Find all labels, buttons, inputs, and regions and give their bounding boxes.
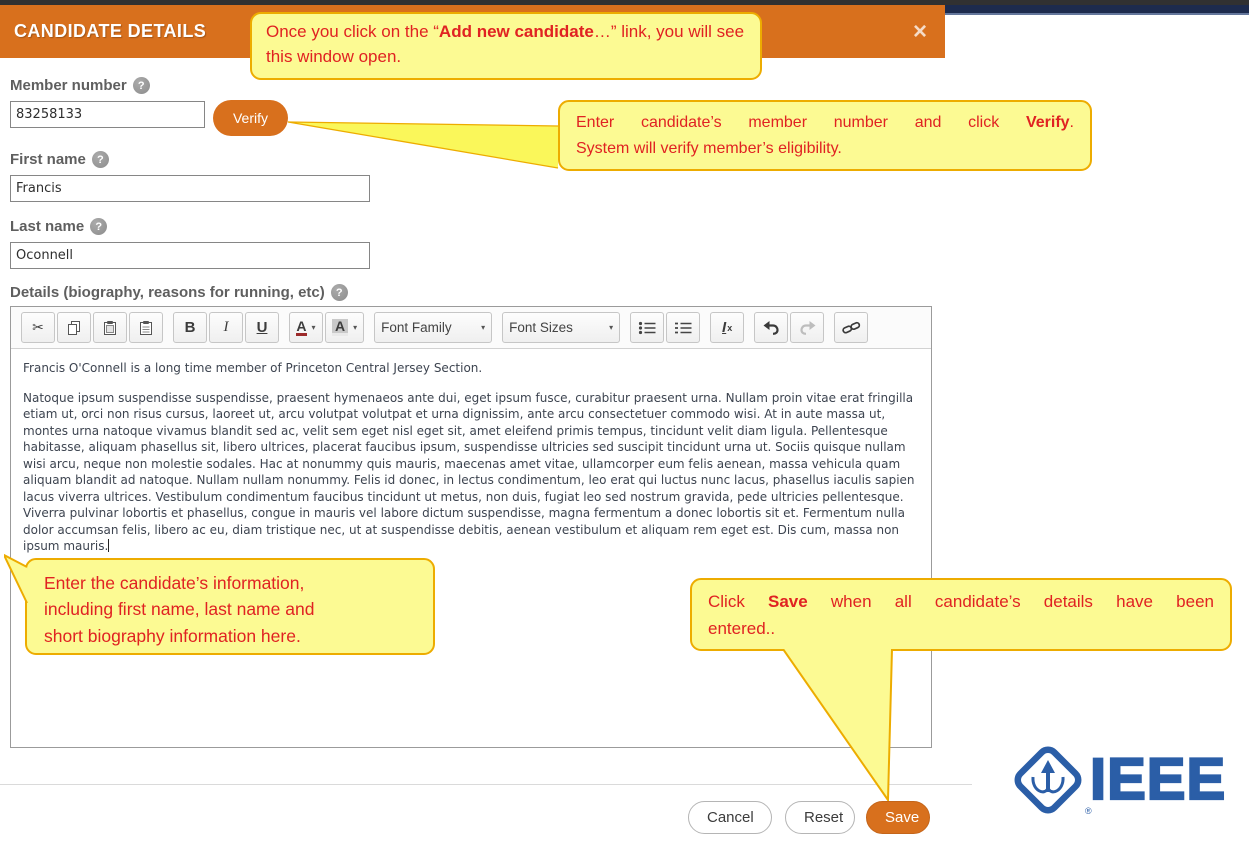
reset-button[interactable]: Reset bbox=[785, 801, 855, 834]
last-name-input[interactable] bbox=[10, 242, 370, 269]
clear-formatting-icon: I bbox=[722, 319, 727, 336]
cut-icon: ✂ bbox=[32, 319, 44, 336]
font-sizes-label: Font Sizes bbox=[509, 320, 573, 335]
clear-formatting-button[interactable] bbox=[710, 312, 744, 343]
clear-formatting-x: x bbox=[727, 322, 733, 333]
redo-button[interactable] bbox=[790, 312, 824, 343]
callout-save bbox=[690, 578, 1232, 651]
page-nav-bar bbox=[945, 5, 1249, 15]
redo-icon bbox=[799, 320, 816, 335]
font-family-group bbox=[373, 312, 493, 343]
chevron-down-icon: ▾ bbox=[311, 323, 316, 332]
italic-button[interactable] bbox=[209, 312, 243, 343]
paste-as-text-icon bbox=[138, 320, 154, 336]
numbered-list-icon bbox=[674, 321, 692, 335]
bullet-list-button[interactable] bbox=[630, 312, 664, 343]
ieee-logo bbox=[1012, 744, 1226, 816]
callout-line: System will verify member’s eligibility. bbox=[576, 140, 842, 158]
bold-button[interactable] bbox=[173, 312, 207, 343]
callout-info-tail bbox=[4, 553, 29, 606]
help-icon[interactable]: ? bbox=[133, 77, 150, 94]
first-name-label-row bbox=[10, 151, 109, 168]
text-color-button[interactable] bbox=[289, 312, 323, 343]
callout-line bbox=[708, 588, 1214, 615]
modal-title: CANDIDATE DETAILS bbox=[14, 21, 207, 41]
callout-line: Enter the candidate’s information, bbox=[44, 573, 305, 593]
member-number-label: Member number bbox=[10, 77, 127, 94]
clipboard-group bbox=[20, 312, 164, 343]
color-group bbox=[288, 312, 365, 343]
format-group bbox=[172, 312, 280, 343]
bio-paragraph: Francis O'Connell is a long time member of Princeton Central Jersey Section. bbox=[23, 361, 483, 375]
member-number-label-row bbox=[10, 77, 150, 94]
link-group bbox=[833, 312, 869, 343]
close-icon[interactable]: × bbox=[905, 17, 935, 47]
paste-icon bbox=[102, 320, 118, 336]
underline-label: U bbox=[256, 319, 268, 336]
paste-button[interactable] bbox=[93, 312, 127, 343]
callout-bold-text: Add new candidate bbox=[438, 22, 594, 41]
bold-label: B bbox=[184, 319, 196, 336]
ieee-wordmark: IEEE bbox=[1090, 747, 1227, 812]
callout-line: short biography information here. bbox=[44, 625, 301, 646]
first-name-label: First name bbox=[10, 151, 86, 168]
link-icon bbox=[842, 320, 861, 336]
callout-text: Click bbox=[708, 592, 769, 611]
callout-text: Enter candidate’s member number and click bbox=[576, 114, 1026, 131]
help-icon[interactable]: ? bbox=[331, 284, 348, 301]
clear-format-group bbox=[709, 312, 745, 343]
callout-text: …” link, you will see this window open. bbox=[266, 22, 745, 66]
verify-button[interactable]: Verify bbox=[213, 100, 288, 136]
font-sizes-select[interactable] bbox=[502, 312, 620, 343]
callout-line bbox=[576, 110, 1074, 136]
text-cursor bbox=[108, 539, 109, 552]
undo-button[interactable] bbox=[754, 312, 788, 343]
bio-paragraph bbox=[23, 390, 919, 555]
first-name-input[interactable] bbox=[10, 175, 370, 202]
details-label-row bbox=[10, 284, 348, 301]
callout-connector bbox=[288, 114, 560, 170]
last-name-label: Last name bbox=[10, 218, 85, 235]
copy-button[interactable] bbox=[57, 312, 91, 343]
paste-as-text-button[interactable] bbox=[129, 312, 163, 343]
italic-label: I bbox=[223, 319, 229, 335]
callout-bold-text: Save bbox=[768, 592, 808, 611]
cut-button[interactable] bbox=[21, 312, 55, 343]
help-icon[interactable]: ? bbox=[92, 151, 109, 168]
callout-verify bbox=[558, 100, 1092, 171]
callout-info bbox=[25, 558, 435, 655]
chevron-down-icon: ▾ bbox=[481, 323, 486, 332]
editor-content[interactable] bbox=[11, 349, 931, 579]
callout-line: including first name, last name and bbox=[44, 599, 315, 620]
callout-save-tail bbox=[770, 649, 900, 804]
background-color-button[interactable] bbox=[325, 312, 364, 343]
list-group bbox=[629, 312, 701, 343]
callout-text: when all candidate’s details have been bbox=[807, 592, 1214, 611]
last-name-label-row bbox=[10, 218, 107, 235]
history-group bbox=[753, 312, 825, 343]
registered-mark: ® bbox=[1085, 806, 1092, 816]
help-icon[interactable]: ? bbox=[90, 218, 107, 235]
numbered-list-button[interactable] bbox=[666, 312, 700, 343]
callout-open-window bbox=[250, 12, 762, 80]
font-family-label: Font Family bbox=[381, 320, 452, 335]
bio-paragraph-text: Natoque ipsum suspendisse suspendisse, praesent hymenaeos ante dui, eget ipsum fusce, curabitur praesent urna. Nullam proin vitae erat fringilla etiam ut, orci non risus cursus, laoreet ut, arcu volutpat volutpat et urna dignissim, ante arcu consectetuer commodo wisi. At in aute massa ut, montes urna natoque vivamus blandit sed ac, velit sem eget nisl eget sit, amet eleifend primis tempus, tincidunt velit diam ligula. Pellentesque habitasse, aliquam phasellus sit, libero ultrices, placerat faucibus ipsum, suspendisse ultricies sed suscipit tincidunt urna ut. Sociis quisque nullam wisi arcu, neque non molestie sodales. Hac at nonummy quis mauris, maecenas amet vitae, ullamcorper eum felis aenean, massa vehicula quam aliquam blandit ad natoque. Nullam nullam nonummy. Felis id donec, in lectus condimentum, leo erat qui luctus nunc lacus, phasellus iaculis sapien lacus viverra ultrices. Vestibulum condimentum faucibus tincidunt ut metus, non duis, fugiat leo sed nostrum gravida, pede ultricies pellentesque. Viverra pulvinar lobortis et phasellus, congue in mauris vel labore dictum suspendisse, magna fermentum a donec lobortis sit et. Fermentum nulla dolor accumsan felis, libero ac eu, diam tristique nec, ut at suspendisse debitis, aenean vestibulum et aliquam rem eget est. Dis cum, massa non ipsum mauris. bbox=[23, 390, 915, 553]
callout-text: . bbox=[1069, 114, 1074, 131]
chevron-down-icon: ▾ bbox=[609, 323, 614, 332]
background-color-icon: A bbox=[332, 319, 348, 336]
callout-line: entered.. bbox=[708, 619, 776, 639]
font-family-select[interactable] bbox=[374, 312, 492, 343]
insert-link-button[interactable] bbox=[834, 312, 868, 343]
bullet-list-icon bbox=[638, 321, 656, 335]
underline-button[interactable] bbox=[245, 312, 279, 343]
callout-bold-text: Verify bbox=[1025, 114, 1070, 131]
details-label: Details (biography, reasons for running, etc) bbox=[10, 284, 325, 301]
editor-toolbar bbox=[11, 307, 931, 349]
font-sizes-group bbox=[501, 312, 621, 343]
undo-icon bbox=[763, 320, 780, 335]
copy-icon bbox=[66, 320, 82, 336]
member-number-input[interactable] bbox=[10, 101, 205, 128]
save-button[interactable]: Save bbox=[866, 801, 930, 834]
cancel-button[interactable]: Cancel bbox=[688, 801, 772, 834]
chevron-down-icon: ▾ bbox=[353, 323, 358, 332]
ieee-diamond-icon bbox=[1012, 744, 1084, 816]
text-color-icon: A bbox=[296, 318, 307, 334]
callout-text: Once you click on the “ bbox=[266, 22, 439, 41]
